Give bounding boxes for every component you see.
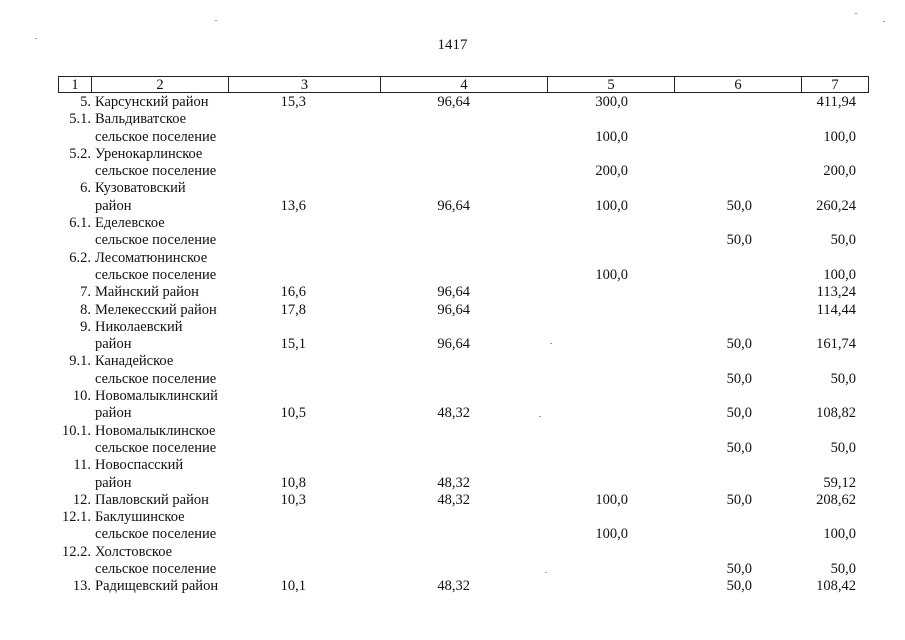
row-number: 9.1. [69, 353, 91, 370]
scan-speck [35, 38, 37, 39]
cell-col-7: 100,0 [823, 266, 856, 283]
table-row [0, 319, 905, 336]
column-header-7: 7 [802, 77, 869, 93]
cell-col-5: 100,0 [595, 128, 628, 145]
cell-col-7: 50,0 [830, 370, 856, 387]
row-number: 9. [80, 318, 91, 335]
cell-col-6: 50,0 [726, 491, 752, 508]
cell-col-5: 100,0 [595, 526, 628, 543]
row-name: сельское поселение [95, 128, 217, 145]
cell-col-4: 96,64 [437, 197, 470, 214]
row-number: 5.1. [69, 111, 91, 128]
table-row [0, 198, 905, 215]
row-name: район [95, 405, 132, 422]
cell-col-3: 10,3 [280, 491, 306, 508]
cell-col-3: 10,5 [280, 405, 306, 422]
scan-speck [545, 572, 547, 573]
row-number: 10.1. [62, 422, 91, 439]
cell-col-6: 50,0 [726, 232, 752, 249]
table-row [0, 561, 905, 578]
row-name: сельское поселение [95, 526, 217, 543]
row-name: Холстовское [95, 543, 173, 560]
table-row [0, 388, 905, 405]
cell-col-7: 59,12 [823, 474, 856, 491]
row-number: 12. [72, 491, 91, 508]
row-name: сельское поселение [95, 232, 217, 249]
column-header-1: 1 [59, 77, 92, 93]
table-row [0, 250, 905, 267]
row-name: район [95, 474, 132, 491]
cell-col-6: 50,0 [726, 197, 752, 214]
column-header-row [58, 76, 869, 93]
table-row [0, 371, 905, 388]
cell-col-7: 161,74 [816, 336, 856, 353]
table-row [0, 267, 905, 284]
row-name: Новомалыклинское [95, 422, 216, 439]
table-row [0, 232, 905, 249]
cell-col-5: 300,0 [595, 94, 628, 110]
cell-col-5: 100,0 [595, 491, 628, 508]
table-row [0, 509, 905, 526]
cell-col-7: 50,0 [830, 561, 856, 578]
row-number: 11. [73, 457, 91, 474]
table-row [0, 544, 905, 561]
cell-col-5: 100,0 [595, 197, 628, 214]
row-name: сельское поселение [95, 370, 217, 387]
column-header-5: 5 [548, 77, 675, 93]
cell-col-4: 96,64 [437, 336, 470, 353]
cell-col-3: 17,8 [280, 301, 306, 318]
row-name: сельское поселение [95, 439, 217, 456]
row-name: Мелекесский район [95, 301, 217, 318]
page-number: 1417 [437, 37, 468, 53]
table-row [0, 457, 905, 474]
cell-col-4: 96,64 [437, 284, 470, 301]
row-number: 7. [80, 284, 91, 301]
row-name: Еделевское [95, 215, 165, 232]
table-row [0, 129, 905, 146]
row-name: Кузоватовский [95, 180, 186, 197]
row-name: Павловский район [95, 491, 209, 508]
cell-col-7: 108,42 [816, 578, 856, 595]
row-name: Канадейское [95, 353, 174, 370]
cell-col-4: 48,32 [437, 474, 470, 491]
row-name: Лесоматюнинское [95, 249, 208, 266]
table-row [0, 492, 905, 509]
row-name: Майнский район [95, 284, 199, 301]
column-header-3: 3 [229, 77, 381, 93]
cell-col-3: 16,6 [280, 284, 306, 301]
row-name: Уренокарлинское [95, 145, 203, 162]
cell-col-6: 50,0 [726, 370, 752, 387]
cell-col-7: 100,0 [823, 128, 856, 145]
row-number: 6.1. [69, 215, 91, 232]
row-name: сельское поселение [95, 163, 217, 180]
column-header-6: 6 [675, 77, 802, 93]
row-number: 13. [72, 578, 91, 595]
cell-col-4: 48,32 [437, 578, 470, 595]
cell-col-5: 100,0 [595, 266, 628, 283]
table-row [0, 405, 905, 422]
row-name: Вальдиватское [95, 111, 187, 128]
cell-col-7: 114,44 [816, 301, 856, 318]
table-row [0, 578, 905, 595]
table-row [0, 146, 905, 163]
row-name: район [95, 197, 132, 214]
cell-col-6: 50,0 [726, 336, 752, 353]
column-header-4: 4 [381, 77, 548, 93]
row-number: 10. [72, 388, 91, 405]
row-name: сельское поселение [95, 561, 217, 578]
table-body [0, 94, 905, 596]
cell-col-5: 200,0 [595, 163, 628, 180]
row-name: район [95, 336, 132, 353]
cell-col-3: 10,8 [280, 474, 306, 491]
cell-col-7: 50,0 [830, 232, 856, 249]
cell-col-7: 100,0 [823, 526, 856, 543]
cell-col-3: 10,1 [280, 578, 306, 595]
row-name: сельское поселение [95, 266, 217, 283]
scan-speck [550, 343, 552, 344]
table-row [0, 111, 905, 128]
cell-col-4: 48,32 [437, 491, 470, 508]
row-number: 6.2. [69, 249, 91, 266]
cell-col-7: 260,24 [816, 197, 856, 214]
cell-col-6: 50,0 [726, 578, 752, 595]
row-number: 6. [80, 180, 91, 197]
row-number: 8. [80, 301, 91, 318]
table-row [0, 180, 905, 197]
row-number: 12.1. [62, 509, 91, 526]
cell-col-7: 411,94 [816, 94, 856, 110]
cell-col-7: 108,82 [816, 405, 856, 422]
row-number: 12.2. [62, 543, 91, 560]
cell-col-7: 200,0 [823, 163, 856, 180]
table-row [0, 284, 905, 301]
scan-speck [215, 20, 217, 21]
cell-col-7: 50,0 [830, 439, 856, 456]
row-name: Новоспасский [95, 457, 184, 474]
cell-col-3: 15,3 [280, 94, 306, 110]
table-row [0, 526, 905, 543]
column-header-2: 2 [92, 77, 229, 93]
cell-col-3: 15,1 [280, 336, 306, 353]
scan-speck [855, 13, 857, 14]
cell-col-7: 113,24 [816, 284, 856, 301]
row-name: Николаевский [95, 318, 183, 335]
table-row [0, 163, 905, 180]
table-row [0, 423, 905, 440]
cell-col-4: 48,32 [437, 405, 470, 422]
cell-col-4: 96,64 [437, 301, 470, 318]
table-row [0, 353, 905, 370]
table-row [0, 94, 905, 111]
cell-col-6: 50,0 [726, 405, 752, 422]
table-row [0, 215, 905, 232]
cell-col-4: 96,64 [437, 94, 470, 110]
row-number: 5.2. [69, 145, 91, 162]
cell-col-7: 208,62 [816, 491, 856, 508]
cell-col-6: 50,0 [726, 561, 752, 578]
table-row [0, 475, 905, 492]
table-row [0, 336, 905, 353]
row-name: Карсунский район [95, 94, 209, 110]
row-name: Радищевский район [95, 578, 219, 595]
cell-col-3: 13,6 [280, 197, 306, 214]
cell-col-6: 50,0 [726, 439, 752, 456]
table-row [0, 302, 905, 319]
table-row [0, 440, 905, 457]
row-number: 5. [80, 94, 91, 110]
row-name: Новомалыклинский [95, 388, 218, 405]
scan-speck [539, 416, 541, 417]
scan-speck [883, 21, 885, 22]
row-name: Баклушинское [95, 509, 185, 526]
